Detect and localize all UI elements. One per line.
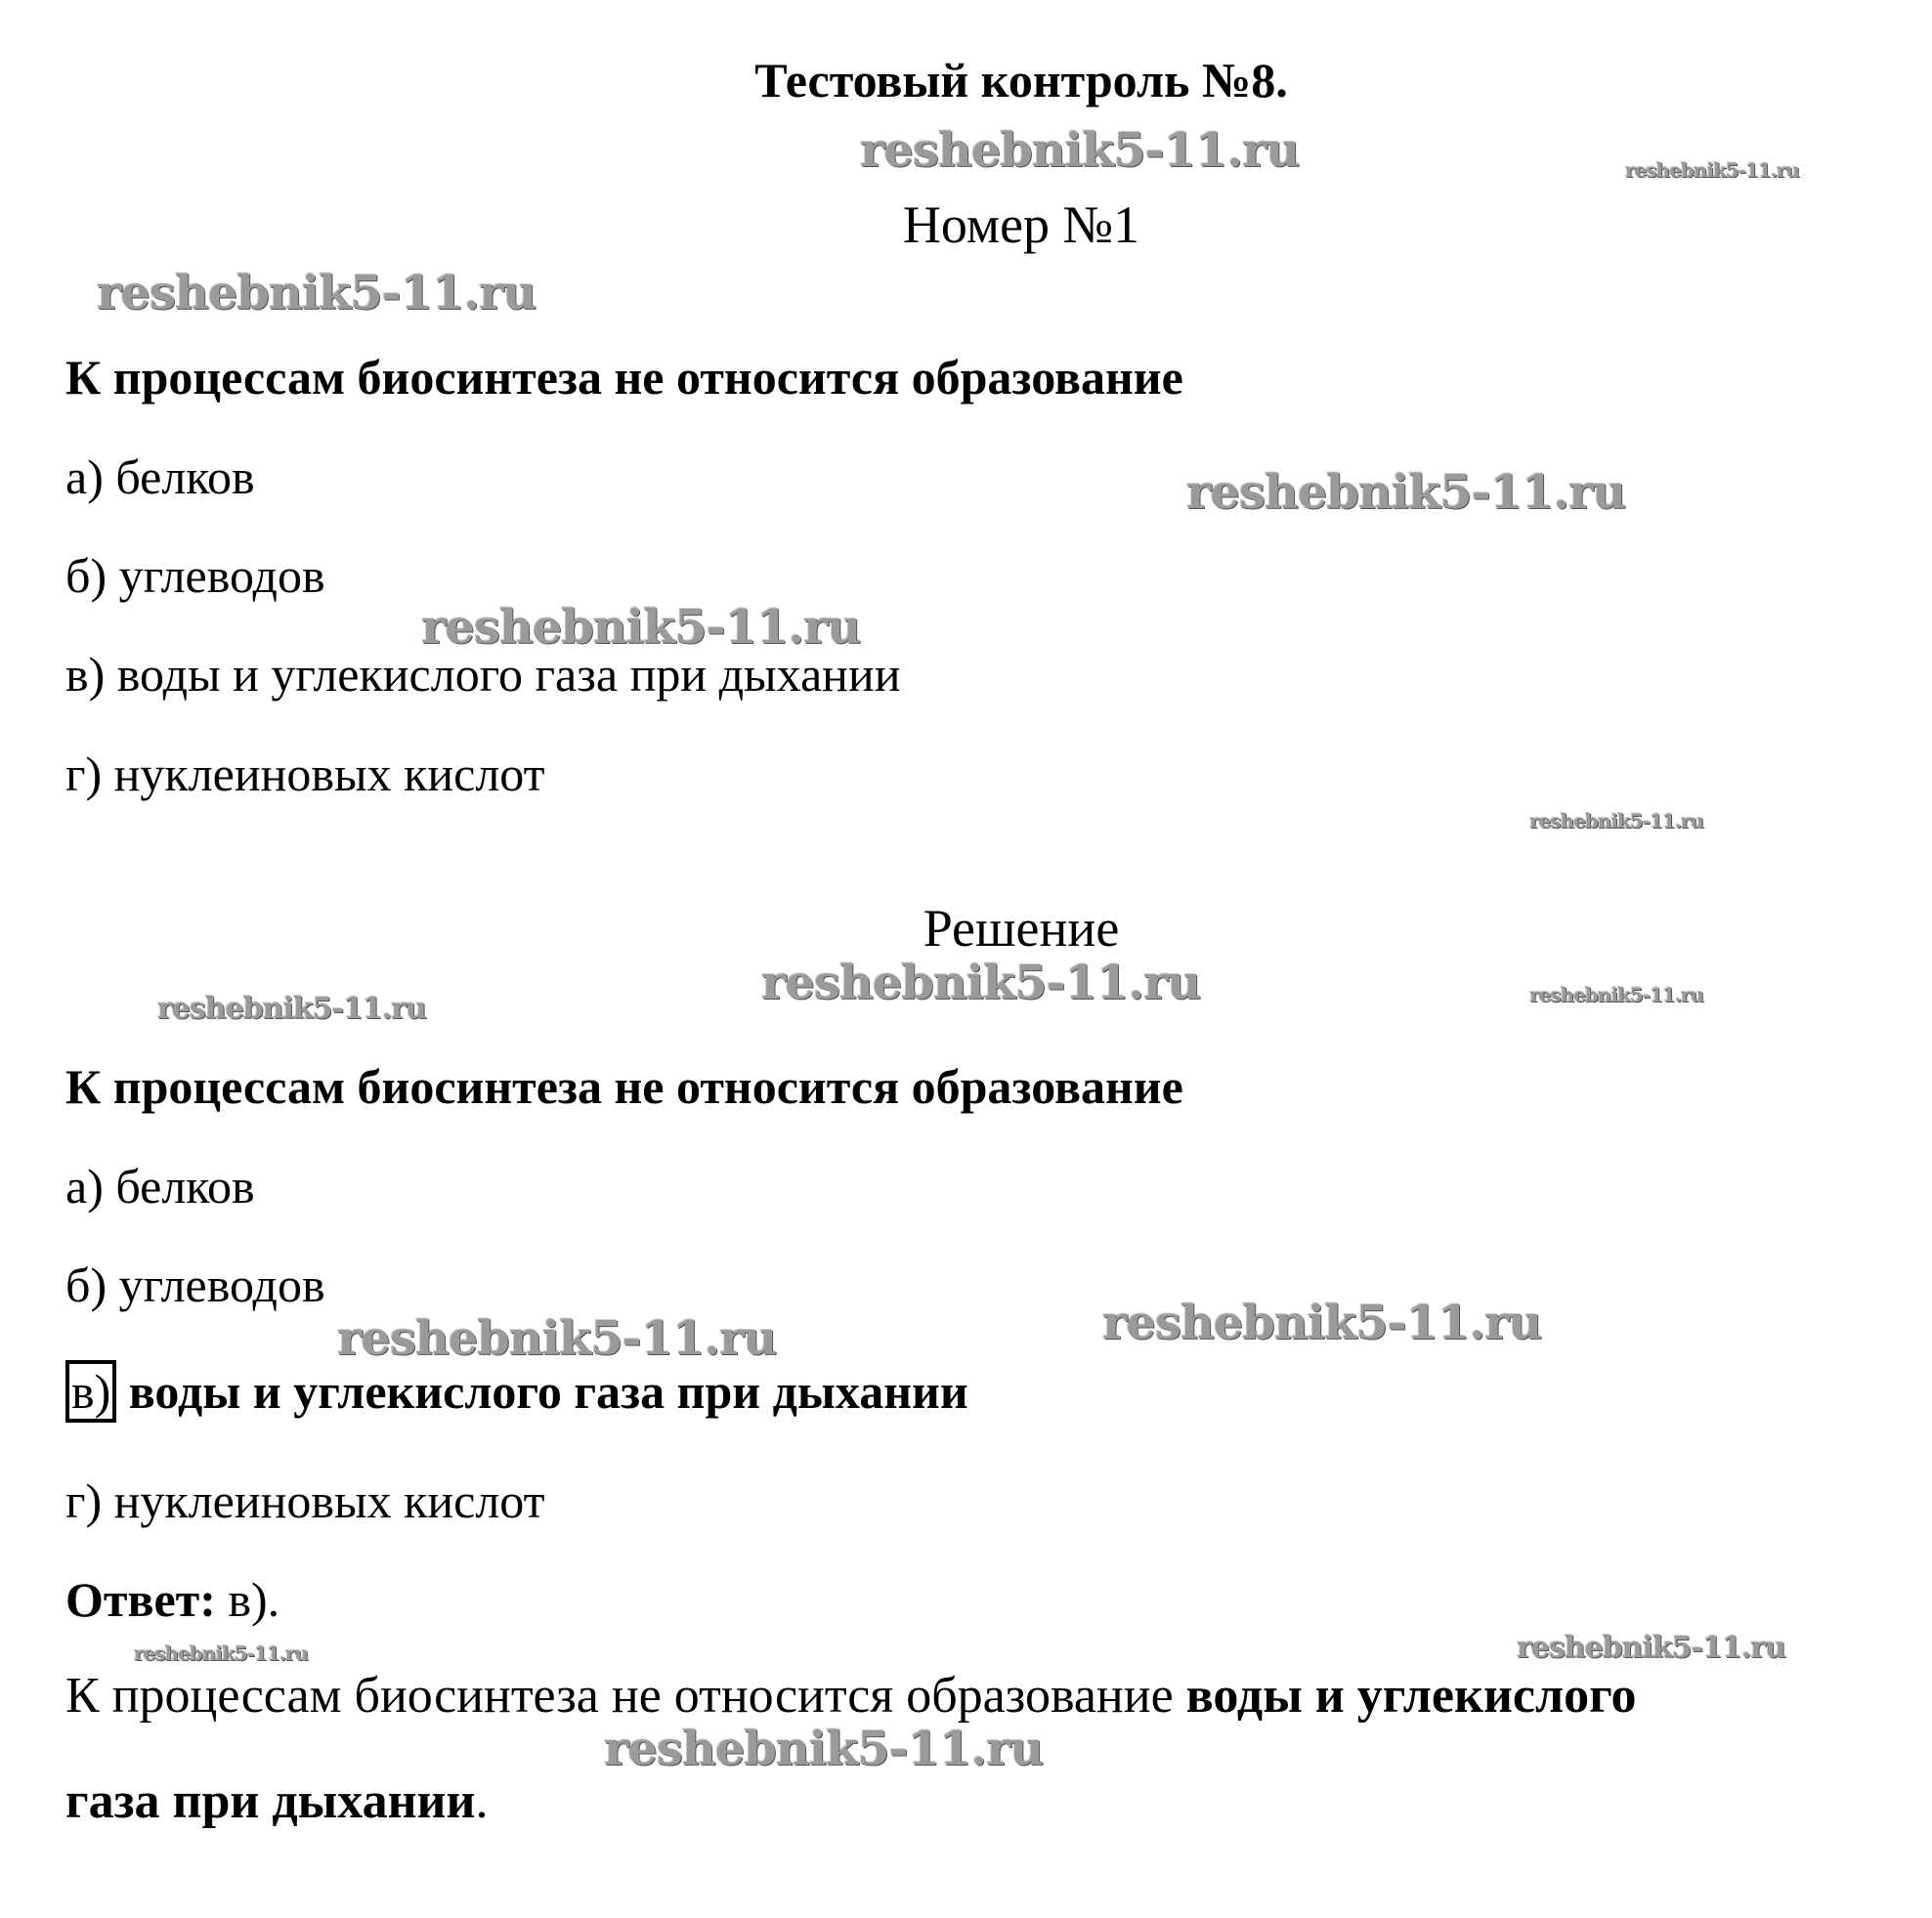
option-a bbox=[65, 449, 255, 504]
answer-label: Ответ: bbox=[65, 1572, 216, 1627]
option-text: воды и углекислого газа при дыхании bbox=[128, 1364, 968, 1419]
option-d-repeat bbox=[65, 1473, 544, 1528]
option-text: нуклеиновых кислот bbox=[113, 1473, 545, 1528]
option-letter: а) bbox=[65, 1159, 104, 1214]
question-text-repeat: К процессам биосинтеза не относится образование bbox=[65, 1059, 1183, 1114]
correct-answer-box: в) bbox=[65, 1360, 116, 1423]
option-letter: в) bbox=[65, 647, 106, 702]
option-text: белков bbox=[115, 449, 255, 504]
watermark: reshebnik5-11.ru bbox=[97, 266, 537, 320]
page-title: Тестовый контроль №8. bbox=[754, 53, 1288, 107]
option-letter: б) bbox=[65, 1257, 107, 1312]
option-letter: а) bbox=[65, 449, 104, 504]
watermark: reshebnik5-11.ru bbox=[604, 1722, 1044, 1776]
watermark: reshebnik5-11.ru bbox=[421, 600, 861, 655]
explanation-bold: газа при дыхании bbox=[65, 1773, 476, 1829]
question-text: К процессам биосинтеза не относится образование bbox=[65, 350, 1183, 405]
option-b-repeat bbox=[65, 1257, 325, 1312]
explanation-bold: воды и углекислого bbox=[1185, 1668, 1637, 1724]
option-d bbox=[65, 746, 544, 801]
option-letter: г) bbox=[65, 1473, 103, 1528]
explanation-line-1 bbox=[65, 1669, 1637, 1724]
solution-heading: Решение bbox=[923, 899, 1120, 958]
watermark: reshebnik5-11.ru bbox=[1529, 983, 1703, 1006]
answer-line bbox=[65, 1572, 279, 1627]
option-text: углеводов bbox=[118, 548, 325, 603]
problem-number: Номер №1 bbox=[902, 195, 1140, 254]
explanation-text: К процессам биосинтеза не относится образование bbox=[65, 1668, 1174, 1724]
watermark: reshebnik5-11.ru bbox=[134, 1641, 308, 1665]
answer-value: в). bbox=[228, 1572, 280, 1627]
watermark: reshebnik5-11.ru bbox=[1529, 809, 1703, 832]
watermark: reshebnik5-11.ru bbox=[337, 1311, 777, 1366]
option-c-correct bbox=[71, 1364, 968, 1419]
option-text: нуклеиновых кислот bbox=[113, 746, 545, 801]
watermark: reshebnik5-11.ru bbox=[1625, 158, 1799, 182]
explanation-line-2 bbox=[65, 1774, 488, 1829]
option-text: белков bbox=[115, 1159, 255, 1214]
option-c bbox=[65, 647, 900, 702]
option-letter: г) bbox=[65, 746, 103, 801]
watermark: reshebnik5-11.ru bbox=[860, 123, 1300, 178]
explanation-end: . bbox=[475, 1773, 489, 1829]
watermark: reshebnik5-11.ru bbox=[1517, 1631, 1785, 1665]
watermark: reshebnik5-11.ru bbox=[157, 992, 426, 1026]
watermark: reshebnik5-11.ru bbox=[1186, 465, 1626, 520]
option-b bbox=[65, 548, 325, 603]
option-letter: б) bbox=[65, 548, 107, 603]
option-text: углеводов bbox=[118, 1257, 325, 1312]
option-a-repeat bbox=[65, 1159, 255, 1214]
option-text: воды и углекислого газа при дыхании bbox=[116, 647, 901, 702]
watermark: reshebnik5-11.ru bbox=[1102, 1296, 1542, 1350]
watermark: reshebnik5-11.ru bbox=[761, 956, 1201, 1010]
